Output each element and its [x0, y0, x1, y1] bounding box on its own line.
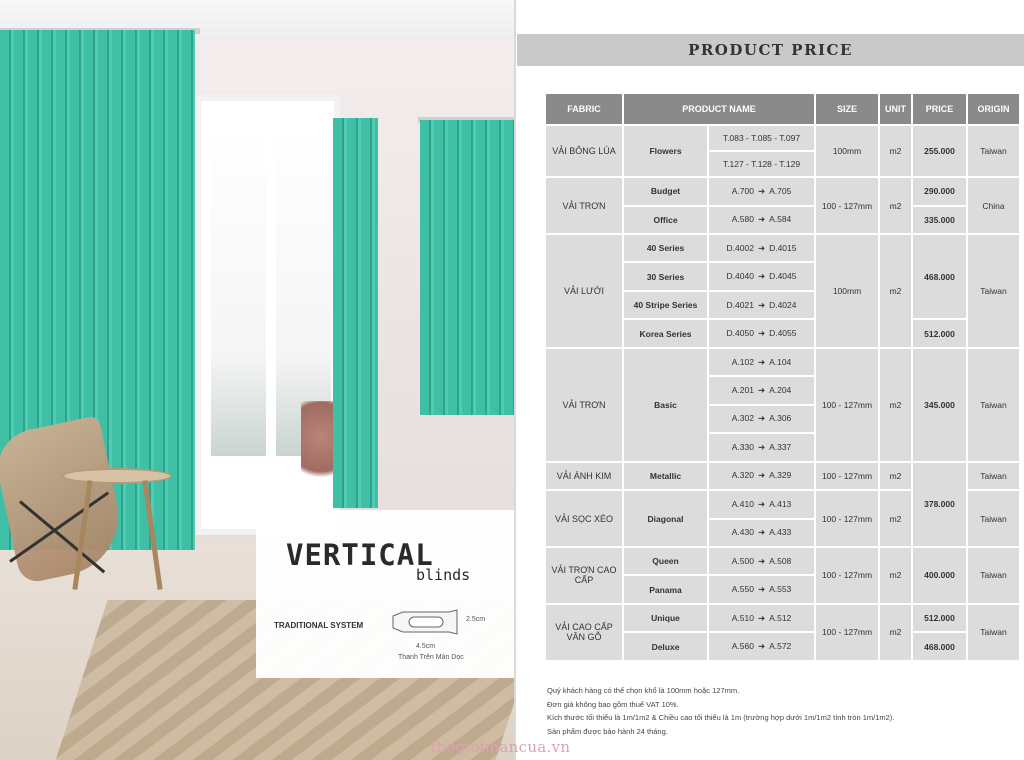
code-range-cell [709, 178, 814, 204]
table-row [546, 126, 1019, 150]
fabric-cell: VẢI BÔNG LÚA [546, 126, 622, 176]
fabric-cell: VẢI LƯỚI [546, 235, 622, 347]
arrow-icon: ➜ [757, 214, 766, 225]
unit-cell: m2 [880, 349, 911, 461]
product-name-cell: Basic [624, 349, 707, 461]
code-to: A.584 [769, 214, 792, 225]
fabric-cell: VẢI TRƠN [546, 178, 622, 233]
code-to: A.508 [769, 555, 792, 566]
fabric-cell: VẢI ÁNH KIM [546, 463, 622, 489]
code-from: A.550 [731, 584, 754, 595]
origin-cell: China [968, 178, 1019, 233]
code-to: A.553 [769, 584, 792, 595]
door-pane [211, 126, 266, 456]
code-from: A.430 [731, 527, 754, 538]
code-range-cell [709, 576, 814, 602]
code-from: A.330 [731, 441, 754, 452]
code-to: A.306 [769, 413, 792, 424]
price-header-band [517, 34, 1024, 66]
code-to: A.705 [769, 185, 792, 196]
code-range-cell [709, 434, 814, 460]
watermark: thegioimancua.vn [430, 738, 571, 756]
slat-height-label: 2.5cm [466, 616, 486, 623]
code-to: A.337 [769, 441, 792, 452]
product-name-cell: Diagonal [624, 491, 707, 546]
code-range-cell [709, 349, 814, 375]
arrow-icon: ➜ [757, 441, 766, 452]
product-name-cell: Korea Series [624, 320, 707, 346]
code-to: D.4055 [769, 328, 797, 339]
fabric-cell: VẢI TRƠN [546, 349, 622, 461]
price-cell: 512.000 [913, 605, 966, 631]
size-cell: 100mm [816, 126, 878, 176]
table-row [546, 235, 1019, 261]
code-range-cell [709, 377, 814, 403]
origin-cell: Taiwan [968, 463, 1019, 489]
arrow-icon: ➜ [757, 641, 766, 652]
col-header-price: PRICE [913, 94, 966, 124]
product-name-cell: Deluxe [624, 633, 707, 660]
product-name-cell: 40 Series [624, 235, 707, 261]
unit-cell: m2 [880, 463, 911, 489]
code-from: A.410 [731, 498, 754, 509]
code-range-cell [709, 463, 814, 489]
arrow-icon: ➜ [757, 242, 766, 253]
origin-cell: Taiwan [968, 605, 1019, 660]
arrow-icon: ➜ [757, 185, 766, 196]
price-notes [547, 684, 894, 738]
product-name-cell: Flowers [624, 126, 707, 176]
origin-cell: Taiwan [968, 548, 1019, 603]
code-range-cell [709, 207, 814, 233]
col-header-origin: ORIGIN [968, 94, 1019, 124]
code-range-cell [709, 263, 814, 289]
note-line: Đơn giá không bao gồm thuế VAT 10%. [547, 699, 679, 709]
unit-cell: m2 [880, 178, 911, 233]
fabric-cell: VẢI SỌC XÉO [546, 491, 622, 546]
col-header-product-name: PRODUCT NAME [624, 94, 814, 124]
price-cell: 512.000 [913, 320, 966, 346]
arrow-icon: ➜ [757, 527, 766, 538]
code-range-cell [709, 320, 814, 346]
size-cell: 100 - 127mm [816, 605, 878, 660]
code-from: A.560 [731, 641, 754, 652]
origin-cell: Taiwan [968, 491, 1019, 546]
arrow-icon: ➜ [757, 384, 766, 395]
origin-cell: Taiwan [968, 235, 1019, 347]
unit-cell: m2 [880, 548, 911, 603]
table-header-row [546, 94, 1019, 124]
slat-width-label: 4.5cm [416, 643, 436, 650]
code-to: A.329 [769, 470, 792, 481]
price-cell: 255.000 [913, 126, 966, 176]
arrow-icon: ➜ [757, 328, 766, 339]
product-name-cell: Unique [624, 605, 707, 631]
unit-cell: m2 [880, 491, 911, 546]
code-from: A.500 [731, 555, 754, 566]
slat-profile-diagram [389, 606, 461, 638]
code-range-cell [709, 235, 814, 261]
table-row [546, 548, 1019, 574]
code-to: A.104 [769, 356, 792, 367]
price-table [544, 92, 1021, 662]
code-range-cell [709, 406, 814, 432]
size-cell: 100 - 127mm [816, 548, 878, 603]
fabric-cell: VẢI TRƠN CAO CẤP [546, 548, 622, 603]
price-cell: 290.000 [913, 178, 966, 204]
code-to: D.4024 [769, 299, 797, 310]
unit-cell: m2 [880, 235, 911, 347]
table-row [546, 178, 1019, 204]
code-range-cell [709, 292, 814, 318]
code-to: D.4015 [769, 242, 797, 253]
arrow-icon: ➜ [757, 584, 766, 595]
code-cell: T.127 - T.128 - T.129 [709, 152, 814, 176]
code-to: A.512 [769, 612, 792, 623]
product-name-cell: Office [624, 207, 707, 233]
code-from: D.4040 [726, 271, 754, 282]
col-header-unit: UNIT [880, 94, 911, 124]
size-cell: 100 - 127mm [816, 349, 878, 461]
code-to: A.572 [769, 641, 792, 652]
code-from: D.4002 [726, 242, 754, 253]
code-from: D.4050 [726, 328, 754, 339]
size-cell: 100 - 127mm [816, 463, 878, 489]
code-to: A.204 [769, 384, 792, 395]
vertical-blind-panel [333, 118, 378, 508]
code-to: A.433 [769, 527, 792, 538]
product-subtitle: blinds [416, 566, 471, 584]
col-header-fabric: FABRIC [546, 94, 622, 124]
code-range-cell [709, 605, 814, 631]
page-spine [514, 0, 516, 760]
code-from: A.102 [731, 356, 754, 367]
price-header: PRODUCT PRICE [688, 41, 853, 59]
size-cell: 100 - 127mm [816, 491, 878, 546]
glass-door [195, 95, 340, 535]
arrow-icon: ➜ [757, 271, 766, 282]
arrow-icon: ➜ [757, 299, 766, 310]
code-cell: T.083 - T.085 - T.097 [709, 126, 814, 150]
unit-cell: m2 [880, 605, 911, 660]
code-range-cell [709, 520, 814, 546]
arrow-icon: ➜ [757, 356, 766, 367]
size-cell: 100mm [816, 235, 878, 347]
note-line: Sản phẩm được bảo hành 24 tháng. [547, 726, 668, 736]
product-name-cell: Budget [624, 178, 707, 204]
price-cell: 345.000 [913, 349, 966, 461]
arrow-icon: ➜ [757, 413, 766, 424]
code-to: D.4045 [769, 271, 797, 282]
product-title: VERTICAL [286, 538, 434, 572]
code-from: A.700 [731, 185, 754, 196]
product-name-cell: 40 Stripe Series [624, 292, 707, 318]
unit-cell: m2 [880, 126, 911, 176]
code-from: A.580 [731, 214, 754, 225]
code-from: A.320 [731, 470, 754, 481]
price-cell: 468.000 [913, 235, 966, 318]
price-cell: 468.000 [913, 633, 966, 660]
table-row [546, 605, 1019, 631]
table-row [546, 349, 1019, 375]
size-cell: 100 - 127mm [816, 178, 878, 233]
arrow-icon: ➜ [757, 498, 766, 509]
table-row [546, 463, 1019, 489]
code-from: A.302 [731, 413, 754, 424]
arrow-icon: ➜ [757, 470, 766, 481]
code-from: D.4021 [726, 299, 754, 310]
fabric-cell: VẢI CAO CẤP VÂN GỖ [546, 605, 622, 660]
note-line: Quý khách hàng có thể chọn khổ là 100mm hoặc 127mm. [547, 686, 740, 695]
side-table [62, 468, 172, 484]
price-cell: 378.000 [913, 463, 966, 546]
code-to: A.413 [769, 498, 792, 509]
price-cell: 400.000 [913, 548, 966, 603]
col-header-size: SIZE [816, 94, 878, 124]
product-name-cell: Panama [624, 576, 707, 602]
code-from: A.201 [731, 384, 754, 395]
code-range-cell [709, 633, 814, 660]
product-name-cell: Metallic [624, 463, 707, 489]
title-card [256, 510, 514, 678]
arrow-icon: ➜ [757, 555, 766, 566]
origin-cell: Taiwan [968, 126, 1019, 176]
system-label: TRADITIONAL SYSTEM [274, 621, 364, 630]
vertical-blind-panel [420, 120, 514, 415]
arrow-icon: ➜ [757, 612, 766, 623]
code-range-cell [709, 491, 814, 517]
note-line: Kích thước tối thiểu là 1m/1m2 & Chiều cao tối thiểu là 1m (trường hợp dưới 1m/1m2 tính tròn 1m/1m2). [547, 713, 895, 722]
price-cell: 335.000 [913, 207, 966, 233]
origin-cell: Taiwan [968, 349, 1019, 461]
code-from: A.510 [731, 612, 754, 623]
product-name-cell: 30 Series [624, 263, 707, 289]
code-range-cell [709, 548, 814, 574]
diagram-caption: Thanh Trên Màn Dọc [398, 654, 464, 661]
product-name-cell: Queen [624, 548, 707, 574]
